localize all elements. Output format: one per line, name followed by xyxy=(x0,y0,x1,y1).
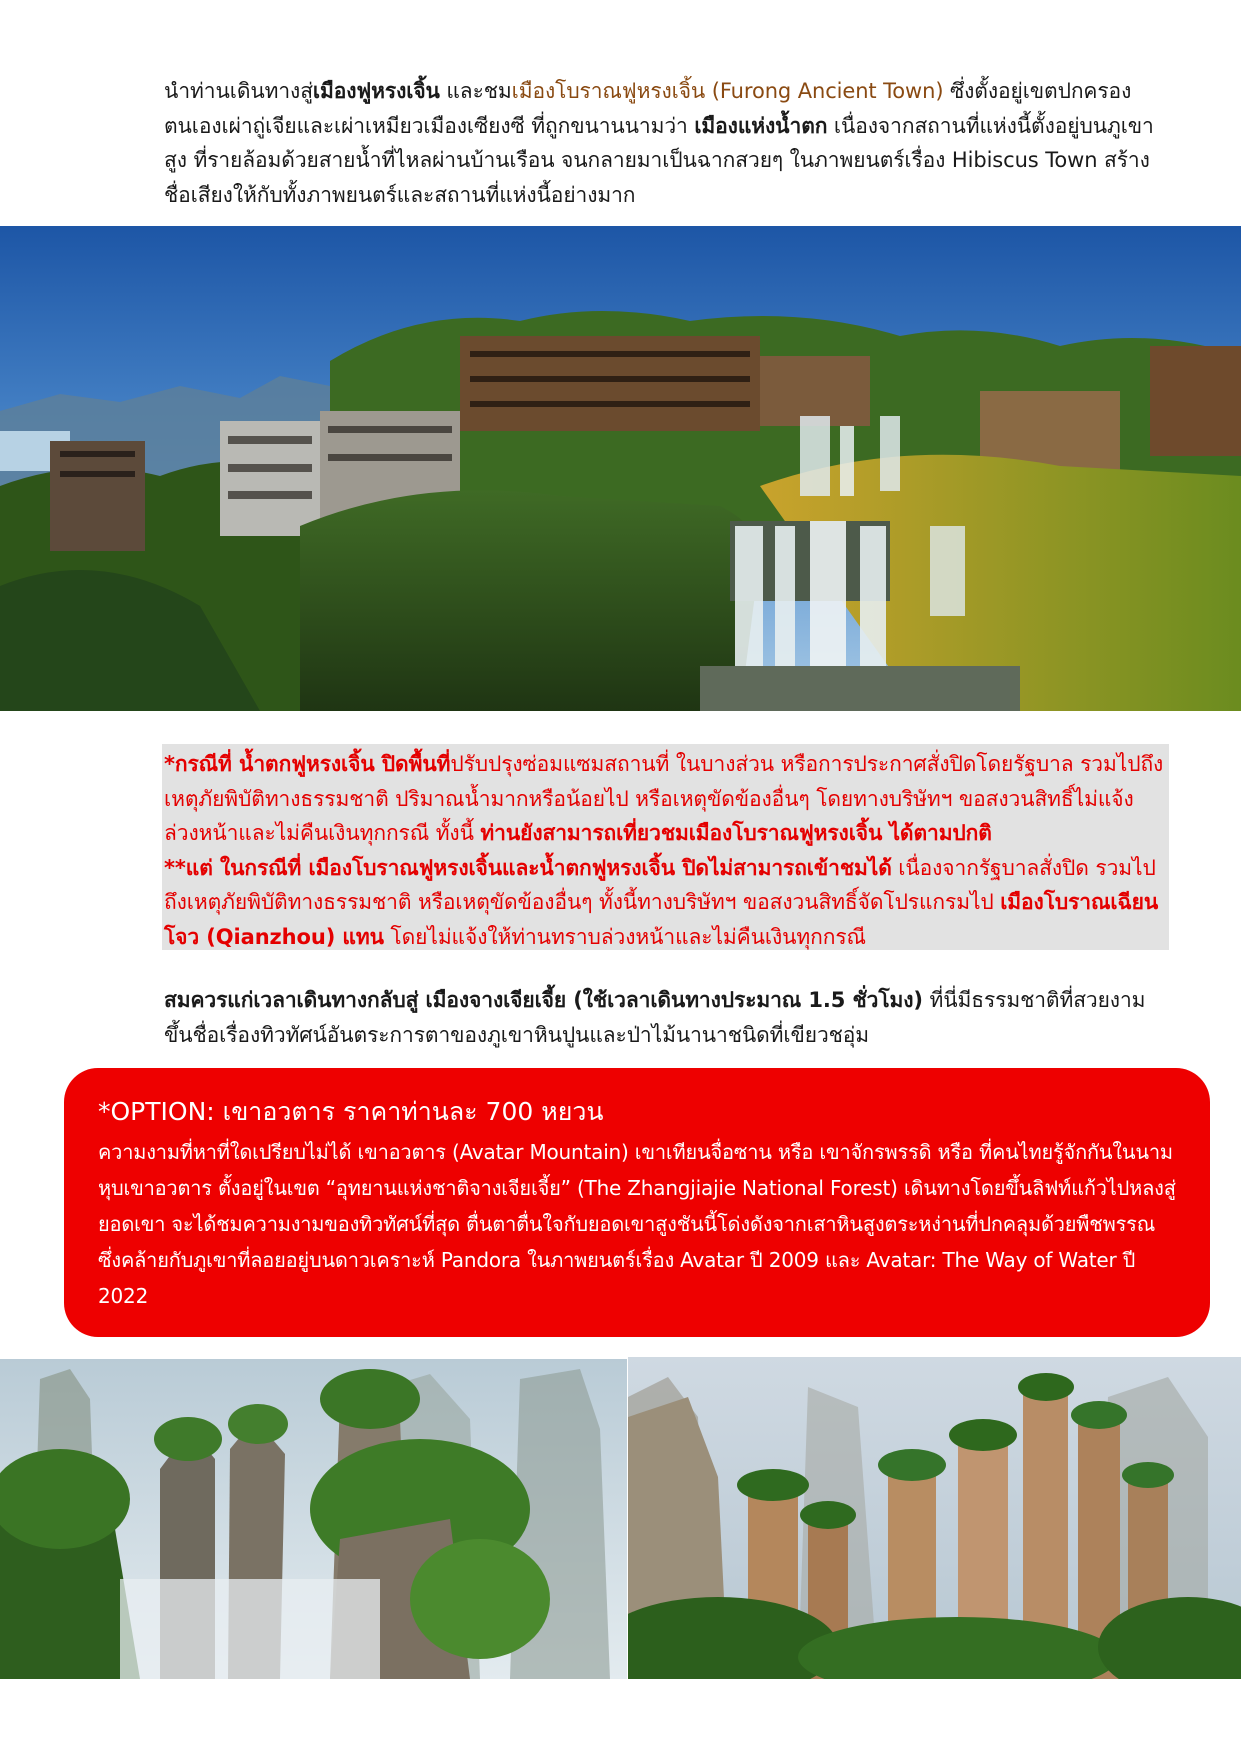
intro-ancient-town-highlight: เมืองโบราณฟูหรงเจิ้น (Furong Ancient Town) xyxy=(511,79,944,103)
notice-bold-qianzhou: เมืองโบราณเฉียนโจว (Qianzhou) แทน xyxy=(164,890,1159,949)
intro-text: และชม xyxy=(439,79,512,103)
intro-text: เนื่องจากสถานที่แห่งนี้ตั้งอยู่บนภูเขาสูง ที่รายล้อมด้วยสายน้ำที่ไหลผ่านบ้านเรือน จนกลายมาเป็นฉากสวยๆ ในภาพยนตร์เรื่อง Hibiscus Town สร้างชื่อเสียงให้กับทั้งภาพยนตร์และสถานที่แห่งนี้อย่างมาก xyxy=(164,113,1154,207)
notice-text: โดยไม่แจ้งให้ท่านทราบล่วงหน้าและไม่คืนเงินทุกกรณี xyxy=(383,924,866,949)
closure-notice xyxy=(164,747,1168,954)
intro-bold-furong-town: เมืองฟูหรงเจิ้น xyxy=(312,79,440,103)
option-title: *OPTION: เขาอวตาร ราคาท่านละ 700 หยวน xyxy=(98,1097,604,1126)
travel-bold-return-zhangjiajie: สมควรแก่เวลาเดินทางกลับสู่ เมืองจางเจียเจี้ย (ใช้เวลาเดินทางประมาณ 1.5 ชั่วโมง) xyxy=(164,988,923,1012)
avatar-mountain-photo-right xyxy=(628,1357,1241,1679)
furong-town-photo xyxy=(0,226,1241,711)
notice-text: ปรับปรุงซ่อมแซมสถานที่ ในบางส่วน หรือการประกาศสั่งปิดโดยรัฐบาล รวมไปถึงเหตุภัยพิบัติทางธรรมชาติ ปริมาณน้ำมากหรือน้อยไป หรือเหตุขัดข้องอื่นๆ โดยทางบริษัทฯ ขอสงวนสิทธิ์ไม่แจ้งล่วงหน้าและไม่คืนเงินทุกกรณี ทั้งนี้ xyxy=(164,752,1164,845)
intro-text: นำท่านเดินทางสู่ xyxy=(164,79,313,103)
notice-bold-waterfall-closed: *กรณีที่ น้ำตกฟูหรงเจิ้น ปิดพื้นที่ xyxy=(164,752,451,776)
avatar-mountain-photo-left xyxy=(0,1359,627,1679)
travel-paragraph xyxy=(164,983,1168,1052)
notice-text: เนื่องจากรัฐบาลสั่งปิด รวมไปถึงเหตุภัยพิบัติทางธรรมชาติ หรือเหตุขัดข้องอื่นๆ ทั้งนี้ทางบริษัทฯ ขอสงวนสิทธิ์จัดโปรแกรมไป xyxy=(164,855,1156,914)
intro-bold-waterfall-town: เมืองแห่งน้ำตก xyxy=(694,113,828,138)
notice-bold-both-closed: **แต่ ในกรณีที่ เมืองโบราณฟูหรงเจิ้นและน้ำตกฟูหรงเจิ้น ปิดไม่สามารถเข้าชมได้ xyxy=(164,855,892,880)
travel-text: ที่นี่มีธรรมชาติที่สวยงาม ขึ้นชื่อเรื่องทิวทัศน์อันตระการตาของภูเขาหินปูนและป่าไม้นานาชนิดที่เขียวชอุ่ม xyxy=(164,988,1146,1047)
intro-text: ซึ่งตั้งอยู่เขตปกครองตนเองเผ่าถู่เจียและเผ่าเหมียวเมืองเซียงซี ที่ถูกขนานนามว่า xyxy=(164,79,1132,138)
intro-paragraph xyxy=(164,74,1168,212)
option-description: ความงามที่หาที่ใดเปรียบไม่ได้ เขาอวตาร (Avatar Mountain) เขาเทียนจื่อซาน หรือ เขาจักรพรรดิ หรือ ที่คนไทยรู้จักกันในนามหุบเขาอวตาร ตั้งอยู่ในเขต “อุทยานแห่งชาติจางเจียเจี้ย” (The Zhangjiajie National Forest) เดินทางโดยขึ้นลิฟท์แก้วไปหลงสู่ยอดเขา จะได้ชมความงามของทิวทัศน์ที่สุด ตื่นตาตื่นใจกับยอดเขาสูงชันนี้โด่งดังจากเสาหินสูงตระหง่านที่ปกคลุมด้วยพืชพรรณ ซึ่งคล้ายกับภูเขาที่ลอยอยู่บนดาวเคราะห์ Pandora ในภาพยนตร์เรื่อง Avatar ปี 2009 และ Avatar: The Way of Water ปี 2022 xyxy=(98,1140,1176,1308)
notice-bold-still-visit: ท่านยังสามารถเที่ยวชมเมืองโบราณฟูหรงเจิ้น ได้ตามปกติ xyxy=(480,821,992,845)
